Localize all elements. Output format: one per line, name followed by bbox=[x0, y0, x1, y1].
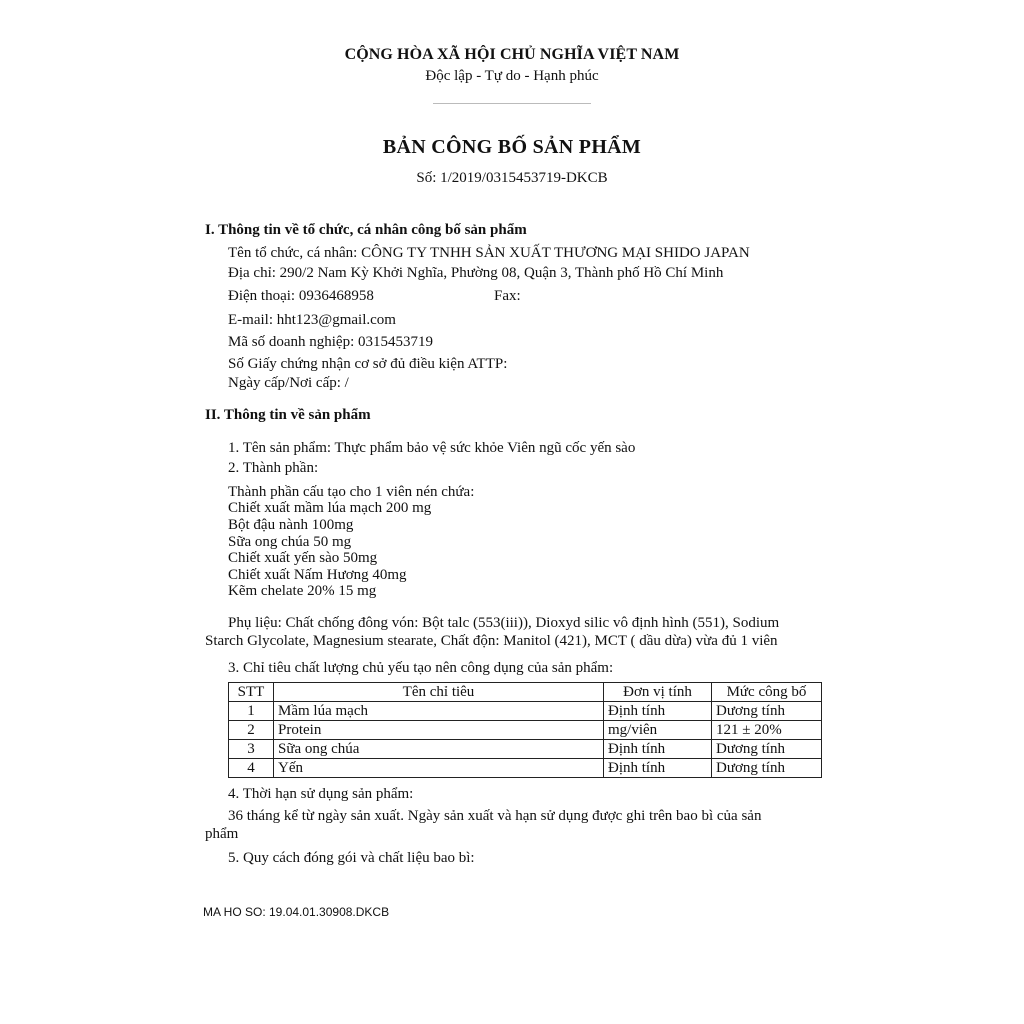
org-name: Tên tổ chức, cá nhân: CÔNG TY TNHH SẢN XUẤT THƯƠNG MẠI SHIDO JAPAN bbox=[228, 245, 750, 261]
quality-heading: 3. Chỉ tiêu chất lượng chủ yếu tạo nên công dụng của sản phẩm: bbox=[228, 660, 614, 676]
document-number: Số: 1/2019/0315453719-DKCB bbox=[416, 170, 608, 186]
shelf-life-line-1: 36 tháng kể từ ngày sản xuất. Ngày sản xuất và hạn sử dụng được ghi trên bao bì của sản bbox=[228, 808, 762, 824]
document-title: BẢN CÔNG BỐ SẢN PHẨM bbox=[382, 136, 642, 158]
row-declared-level: Dương tính bbox=[712, 702, 822, 721]
excipients-line-1: Phụ liệu: Chất chống đông vón: Bột talc (553(iii)), Dioxyd silic vô định hình (551), Sodium bbox=[228, 615, 780, 631]
row-criterion: Sữa ong chúa bbox=[274, 740, 604, 759]
ingredient-line: Chiết xuất mầm lúa mạch 200 mg bbox=[228, 500, 432, 516]
row-stt: 3 bbox=[229, 740, 274, 759]
certificate-issue: Ngày cấp/Nơi cấp: / bbox=[228, 375, 349, 391]
table-row bbox=[229, 759, 822, 778]
section-2-heading: II. Thông tin về sản phẩm bbox=[205, 407, 371, 423]
col-header-unit: Đơn vị tính bbox=[604, 683, 712, 702]
table-header-row bbox=[229, 683, 822, 702]
ingredients-heading: 2. Thành phần: bbox=[228, 460, 319, 476]
col-header-stt: STT bbox=[229, 683, 274, 702]
org-phone: Điện thoại: 0936468958 bbox=[228, 288, 374, 304]
org-fax: Fax: bbox=[494, 288, 521, 304]
section-1-heading: I. Thông tin về tổ chức, cá nhân công bố sản phẩm bbox=[205, 222, 527, 238]
row-unit: Định tính bbox=[604, 759, 712, 778]
table-row bbox=[229, 721, 822, 740]
row-declared-level: Dương tính bbox=[712, 740, 822, 759]
row-criterion: Yến bbox=[274, 759, 604, 778]
nation-header: CỘNG HÒA XÃ HỘI CHỦ NGHĨA VIỆT NAM bbox=[344, 46, 680, 63]
col-header-declared-level: Mức công bố bbox=[712, 683, 822, 702]
row-criterion: Mầm lúa mạch bbox=[274, 702, 604, 721]
record-code: MA HO SO: 19.04.01.30908.DKCB bbox=[203, 905, 390, 919]
ingredient-line: Sữa ong chúa 50 mg bbox=[228, 534, 352, 550]
ingredient-line: Bột đậu nành 100mg bbox=[228, 517, 354, 533]
business-code: Mã số doanh nghiệp: 0315453719 bbox=[228, 334, 433, 350]
row-unit: mg/viên bbox=[604, 721, 712, 740]
row-stt: 1 bbox=[229, 702, 274, 721]
packaging-heading: 5. Quy cách đóng gói và chất liệu bao bì: bbox=[228, 850, 475, 866]
row-unit: Định tính bbox=[604, 702, 712, 721]
motto: Độc lập - Tự do - Hạnh phúc bbox=[425, 68, 599, 84]
row-declared-level: Dương tính bbox=[712, 759, 822, 778]
row-unit: Định tính bbox=[604, 740, 712, 759]
org-address: Địa chỉ: 290/2 Nam Kỳ Khởi Nghĩa, Phường 08, Quận 3, Thành phố Hồ Chí Minh bbox=[228, 265, 724, 281]
table-row bbox=[229, 740, 822, 759]
ingredient-line: Kẽm chelate 20% 15 mg bbox=[228, 583, 377, 599]
shelf-life-line-2: phẩm bbox=[205, 826, 239, 842]
ingredient-line: Chiết xuất yến sào 50mg bbox=[228, 550, 378, 566]
row-declared-level: 121 ± 20% bbox=[712, 721, 822, 740]
header-divider bbox=[433, 103, 591, 104]
row-stt: 2 bbox=[229, 721, 274, 740]
excipients-line-2: Starch Glycolate, Magnesium stearate, Chất độn: Manitol (421), MCT ( dầu dừa) vừa đủ 1 viên bbox=[205, 633, 778, 649]
quality-table bbox=[228, 682, 822, 778]
ingredient-line: Thành phần cấu tạo cho 1 viên nén chứa: bbox=[228, 484, 475, 500]
row-criterion: Protein bbox=[274, 721, 604, 740]
food-safety-certificate: Số Giấy chứng nhận cơ sở đủ điều kiện ATTP: bbox=[228, 356, 508, 372]
product-name: 1. Tên sản phẩm: Thực phẩm bảo vệ sức khỏe Viên ngũ cốc yến sào bbox=[228, 440, 636, 456]
table-row bbox=[229, 702, 822, 721]
ingredient-line: Chiết xuất Nấm Hương 40mg bbox=[228, 567, 407, 583]
row-stt: 4 bbox=[229, 759, 274, 778]
org-email: E-mail: hht123@gmail.com bbox=[228, 312, 396, 328]
col-header-criterion: Tên chỉ tiêu bbox=[274, 683, 604, 702]
shelf-life-heading: 4. Thời hạn sử dụng sản phẩm: bbox=[228, 786, 414, 802]
